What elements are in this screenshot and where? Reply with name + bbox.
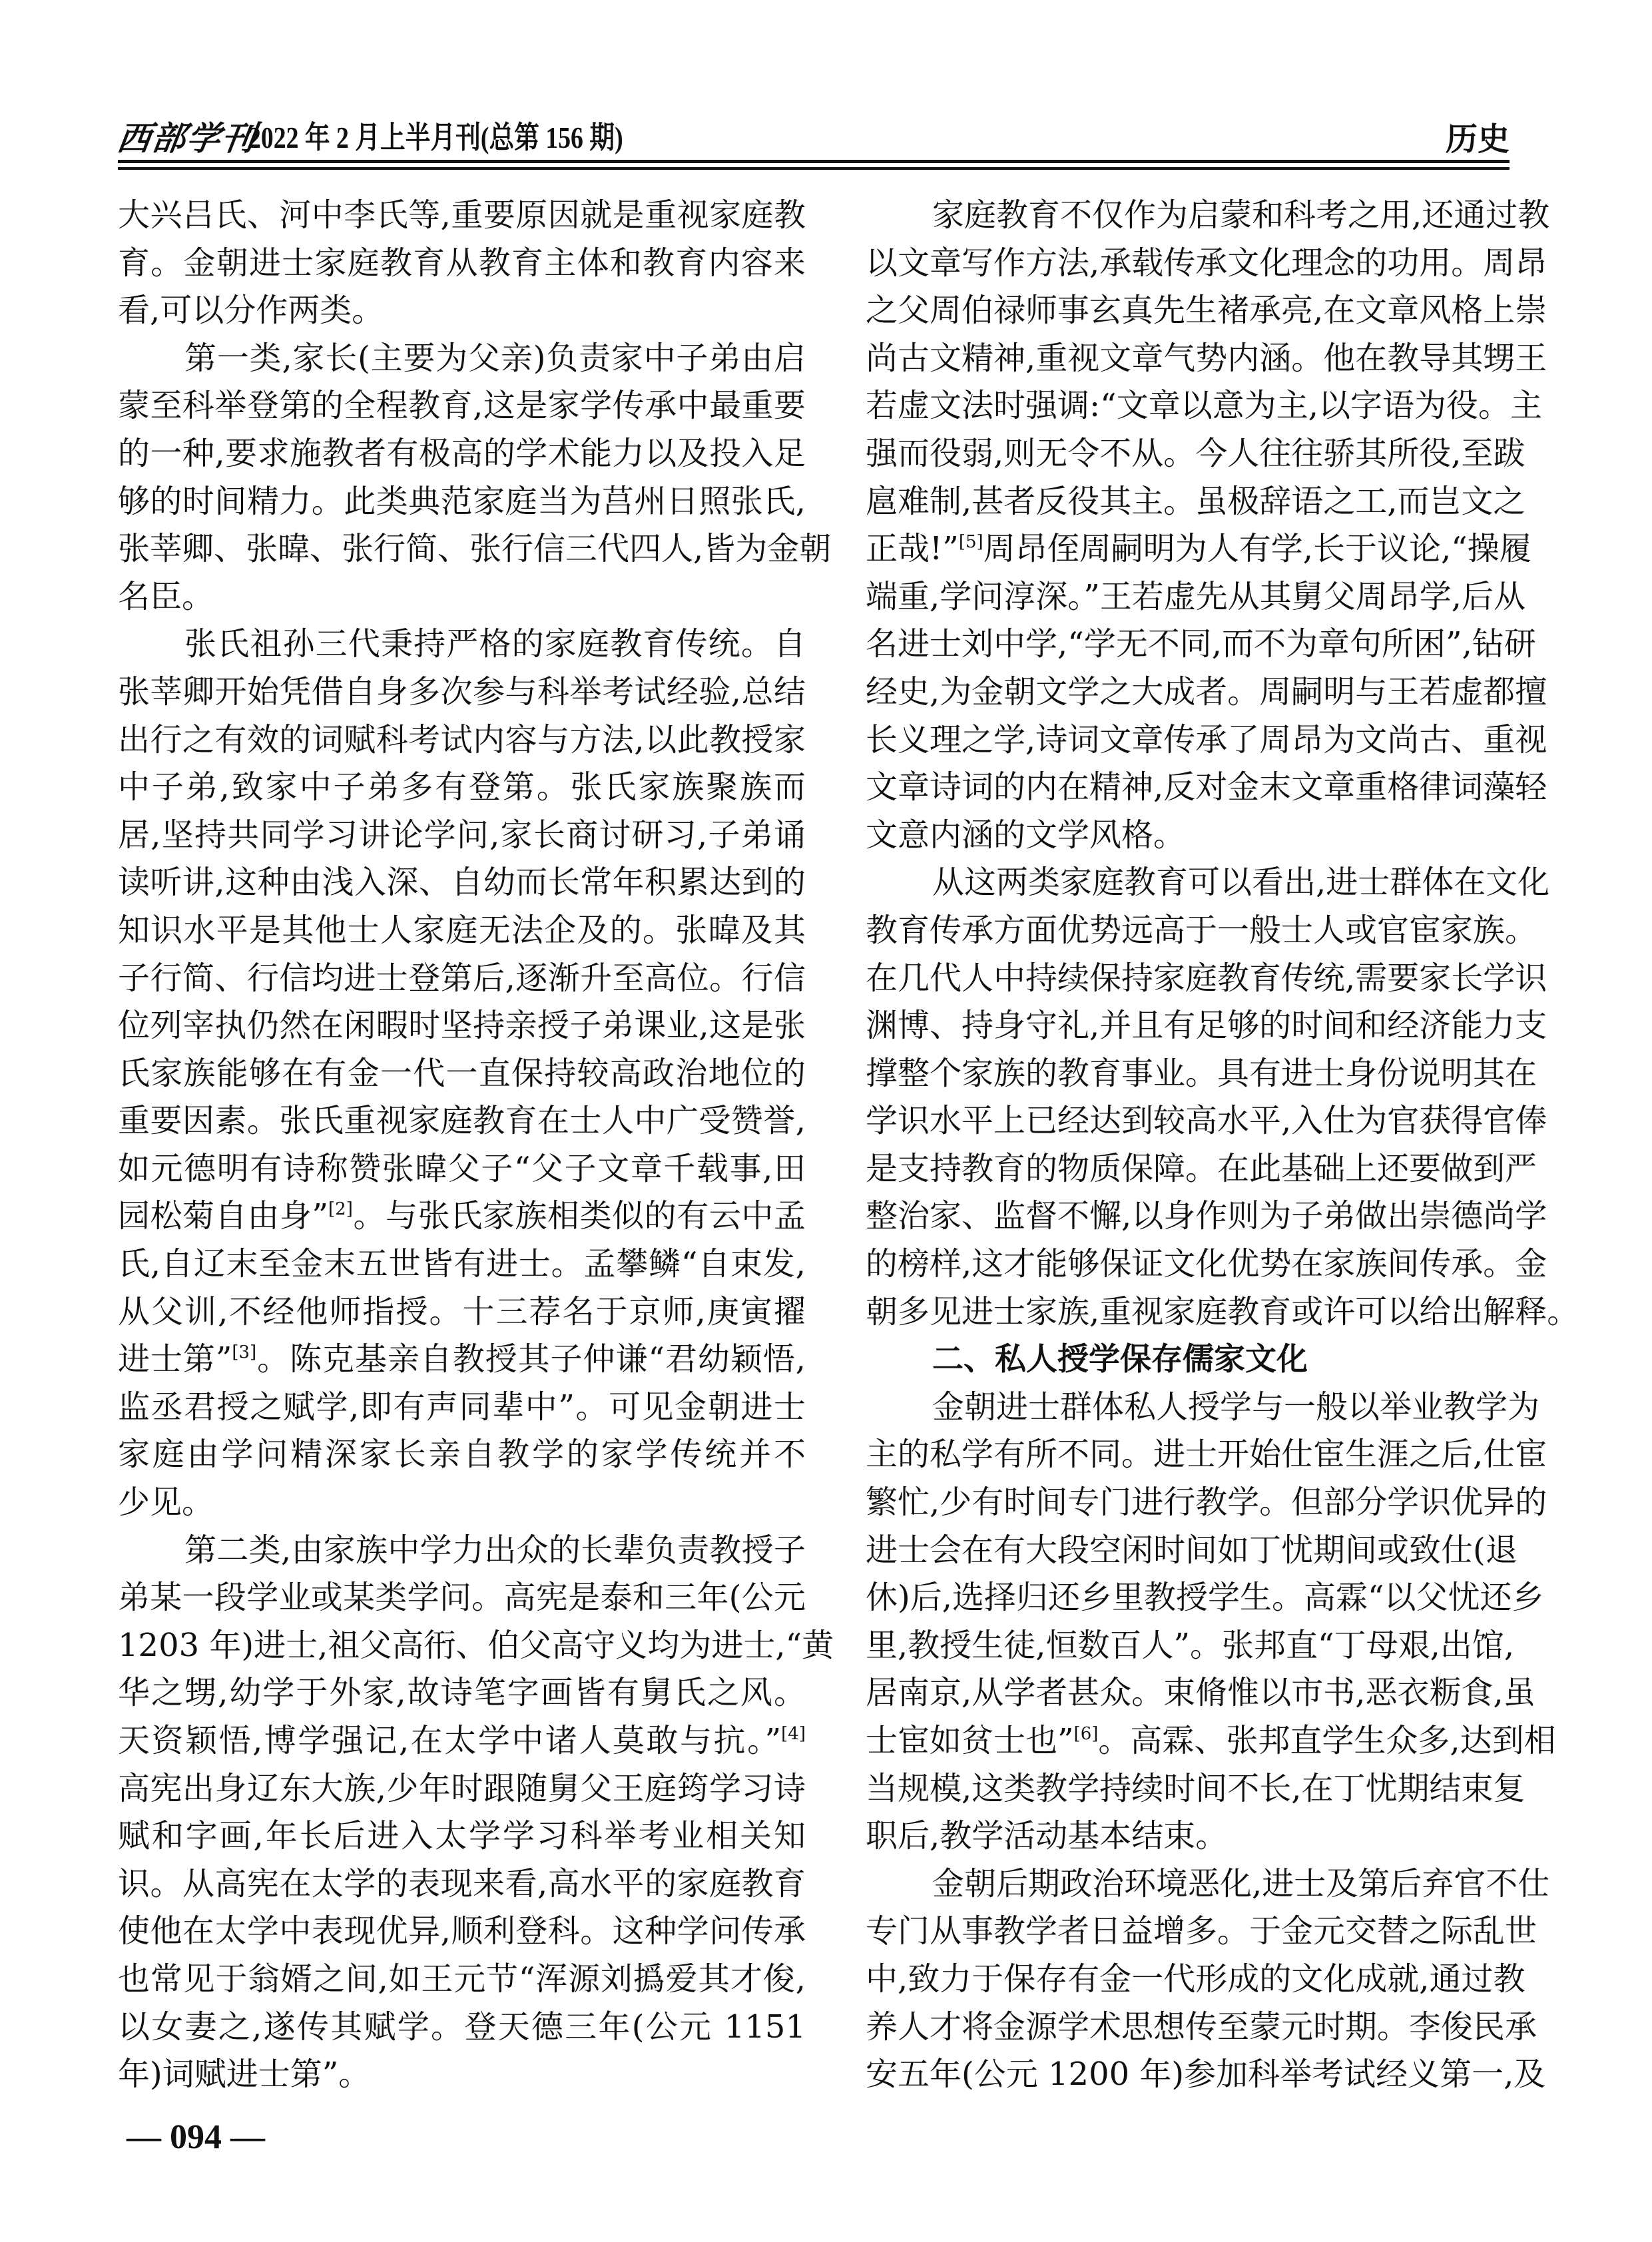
text-line: 进士会在有大段空闲时间如丁忧期间或致仕(退 [866,1531,1517,1569]
text-line: 名臣。 [118,577,214,615]
text-line: 以女妻之,遂传其赋学。登天德三年(公元 1151 [118,2008,806,2046]
text-line: 张莘卿开始凭借自身多次参与科举考试经验,总结 [118,673,806,710]
text-line: 1203 年)进士,祖父高衎、伯父高守义均为进士,“黄 [118,1626,834,1664]
text-line: 金朝进士群体私人授学与一般以举业教学为 [932,1388,1540,1426]
section-label: 历史 [1445,121,1510,158]
text-line: 高宪出身辽东大族,少年时跟随舅父王庭筠学习诗 [118,1769,806,1807]
paragraph [866,1384,1556,1860]
citation-marker: [6] [1073,1724,1099,1744]
text-line: 中子弟,致家中子弟多有登第。张氏家族聚族而 [118,768,806,806]
text-line: 文意内涵的文学风格。 [866,816,1186,854]
text-line: 蒙至科举登第的全程教育,这是家学传承中最重要 [118,387,806,425]
paragraph [866,192,1550,859]
text-line: 从这两类家庭教育可以看出,进士群体在文化 [932,864,1550,902]
text-line: 金朝后期政治环境恶化,进士及第后弃官不仕 [932,1864,1550,1902]
text-line: 扈难制,甚者反役其主。虽极辞语之工,而岂文之 [866,482,1525,520]
text-line: 进士第”[3]。陈克基亲自教授其子仲谦“君幼颖悟, [118,1340,806,1378]
text-line: 繁忙,少有时间专门进行教学。但部分学识优异的 [866,1484,1547,1522]
text-line: 如元德明有诗称赞张暐父子“父子文章千载事,田 [118,1149,806,1187]
text-line: 重要因素。张氏重视家庭教育在士人中广受赞誉, [118,1102,806,1140]
citation-marker: [3] [232,1342,257,1363]
text-line: 学识水平上已经达到较高水平,入仕为官获得官俸 [866,1102,1547,1140]
journal-logo: 西部学刊 [115,119,259,158]
paragraph [118,335,832,621]
citation-marker: [4] [781,1724,806,1744]
issue-info: 2022 年 2 月上半月刊(总第 156 期) [248,121,623,154]
text-line: 氏,自辽末至金末五世皆有进士。孟攀鳞“自束发, [118,1245,806,1283]
text-line: 位列宰执仍然在闲暇时坚持亲授子弟课业,这是张 [118,1007,806,1045]
text-line: 居南京,从学者甚众。束脩惟以市书,恶衣粝食,虽 [866,1674,1535,1712]
text-line: 张莘卿、张暐、张行简、张行信三代四人,皆为金朝 [118,530,832,568]
text-line: 休)后,选择归还乡里教授学生。高霖“以父忧还乡 [866,1579,1544,1617]
page-number: — 094 — [127,2118,265,2156]
text-line: 的一种,要求施教者有极高的学术能力以及投入足 [118,434,806,472]
text-line: 张氏祖孙三代秉持严格的家庭教育传统。自 [184,625,806,663]
section-heading [866,1336,1495,1384]
text-line: 第二类,由家族中学力出众的长辈负责教授子 [184,1531,806,1569]
text-line: 子行简、行信均进士登第后,逐渐升至高位。行信 [118,959,806,997]
text-line: 在几代人中持续保持家庭教育传统,需要家长学识 [866,959,1547,997]
citation-marker: [2] [328,1199,353,1220]
text-line: 以文章写作方法,承载传承文化理念的功用。周昂 [866,244,1547,282]
text-line: 安五年(公元 1200 年)参加科举考试经义第一,及 [866,2056,1546,2094]
text-line: 家庭由学问精深家长亲自教学的家学传统并不 [118,1436,806,1474]
text-line: 中,致力于保存有金一代形成的文化成就,通过教 [866,1960,1525,1998]
text-line: 名进士刘中学,“学无不同,而不为章句所困”,钻研 [866,625,1536,663]
text-line: 育。金朝进士家庭教育从教育主体和教育内容来 [118,244,806,282]
text-line: 文章诗词的内在精神,反对金末文章重格律词藻轻 [866,768,1547,806]
text-line: 之父周伯禄师事玄真先生褚承亮,在文章风格上崇 [866,292,1547,330]
text-line: 天资颖悟,博学强记,在太学中诸人莫敢与抗。”[4] [118,1722,806,1759]
text-line: 渊博、持身守礼,并且有足够的时间和经济能力支 [866,1007,1547,1045]
text-line: 出行之有效的词赋科考试内容与方法,以此教授家 [118,720,806,758]
text-line: 正哉!”[5]周昂侄周嗣明为人有学,长于议论,“操履 [866,530,1531,568]
text-line: 里,教授生徒,恒数百人”。张邦直“丁母艰,出馆, [866,1626,1515,1664]
text-line: 整治家、监督不懈,以身作则为子弟做出崇德尚学 [866,1197,1547,1235]
text-line: 看,可以分作两类。 [118,292,384,330]
text-line: 居,坚持共同学习讲论学问,家长商讨研习,子弟诵 [118,816,806,854]
text-line: 端重,学问淳深。”王若虚先从其舅父周昂学,后从 [866,577,1526,615]
text-line: 朝多见进士家族,重视家庭教育或许可以给出解释。 [866,1292,1579,1330]
text-line: 职后,教学活动基本结束。 [866,1817,1228,1855]
citation-marker: [5] [958,532,983,553]
text-line: 的榜样,这才能够保证文化优势在家族间传承。金 [866,1245,1547,1283]
paragraph [118,1527,834,2099]
text-line: 弟某一段学业或某类学问。高宪是泰和三年(公元 [118,1579,806,1617]
text-line: 赋和字画,年长后进入太学学习科举考业相关知 [118,1817,806,1855]
header-rule-thin [118,167,1510,170]
text-line: 知识水平是其他士人家庭无法企及的。张暐及其 [118,911,806,949]
text-line: 识。从高宪在太学的表现来看,高水平的家庭教育 [118,1864,806,1902]
header-rule-thick [118,160,1510,163]
text-line: 士宦如贫士也”[6]。高霖、张邦直学生众多,达到相 [866,1722,1556,1759]
text-line: 养人才将金源学术思想传至蒙元时期。李俊民承 [866,2008,1537,2046]
text-line: 氏家族能够在有金一代一直保持较高政治地位的 [118,1054,806,1092]
text-line: 尚古文精神,重视文章气势内涵。他在教导其甥王 [866,339,1547,377]
text-line: 当规模,这类教学持续时间不长,在丁忧期结束复 [866,1769,1525,1807]
text-line: 从父训,不经他师指授。十三荐名于京师,庚寅擢 [118,1292,806,1330]
heading-text: 二、私人授学保存儒家文化 [932,1341,1308,1378]
text-line: 少见。 [118,1484,214,1522]
text-line: 强而役弱,则无令不从。今人往往骄其所役,至跋 [866,434,1525,472]
text-line: 第一类,家长(主要为父亲)负责家中子弟由启 [184,339,806,377]
text-line: 也常见于翁婿之间,如王元节“浑源刘撝爱其才俊, [118,1960,806,1998]
paragraph [118,192,806,335]
text-line: 年)词赋进士第”。 [118,2056,371,2094]
text-line: 家庭教育不仅作为启蒙和科考之用,还通过教 [932,196,1550,234]
text-line: 经史,为金朝文学之大成者。周嗣明与王若虚都擅 [866,673,1547,710]
text-line: 主的私学有所不同。进士开始仕宦生涯之后,仕宦 [866,1436,1547,1474]
running-header [115,107,1510,160]
paragraph [866,859,1579,1336]
text-line: 撑整个家族的教育事业。具有进士身份说明其在 [866,1054,1537,1092]
text-line: 华之甥,幼学于外家,故诗笔字画皆有舅氏之风。 [118,1674,806,1712]
text-line: 若虚文法时强调:“文章以意为主,以字语为役。主 [866,387,1542,425]
text-line: 教育传承方面优势远高于一般士人或官宦家族。 [866,911,1537,949]
text-line: 大兴吕氏、河中李氏等,重要原因就是重视家庭教 [118,196,806,234]
text-line: 长义理之学,诗词文章传承了周昂为文尚古、重视 [866,720,1547,758]
text-line: 够的时间精力。此类典范家庭当为莒州日照张氏, [118,482,806,520]
paragraph [118,621,806,1526]
text-line: 是支持教育的物质保障。在此基础上还要做到严 [866,1149,1537,1187]
text-line: 园松菊自由身”[2]。与张氏家族相类似的有云中孟 [118,1197,806,1235]
text-line: 使他在太学中表现优异,顺利登科。这种学问传承 [118,1912,806,1950]
left-column [118,192,834,2099]
text-line: 监丞君授之赋学,即有声同辈中”。可见金朝进士 [118,1388,806,1426]
right-column [866,192,1579,2099]
text-line: 专门从事教学者日益增多。于金元交替之际乱世 [866,1912,1537,1950]
paragraph [866,1860,1550,2099]
text-line: 读听讲,这种由浅入深、自幼而长常年积累达到的 [118,864,806,902]
